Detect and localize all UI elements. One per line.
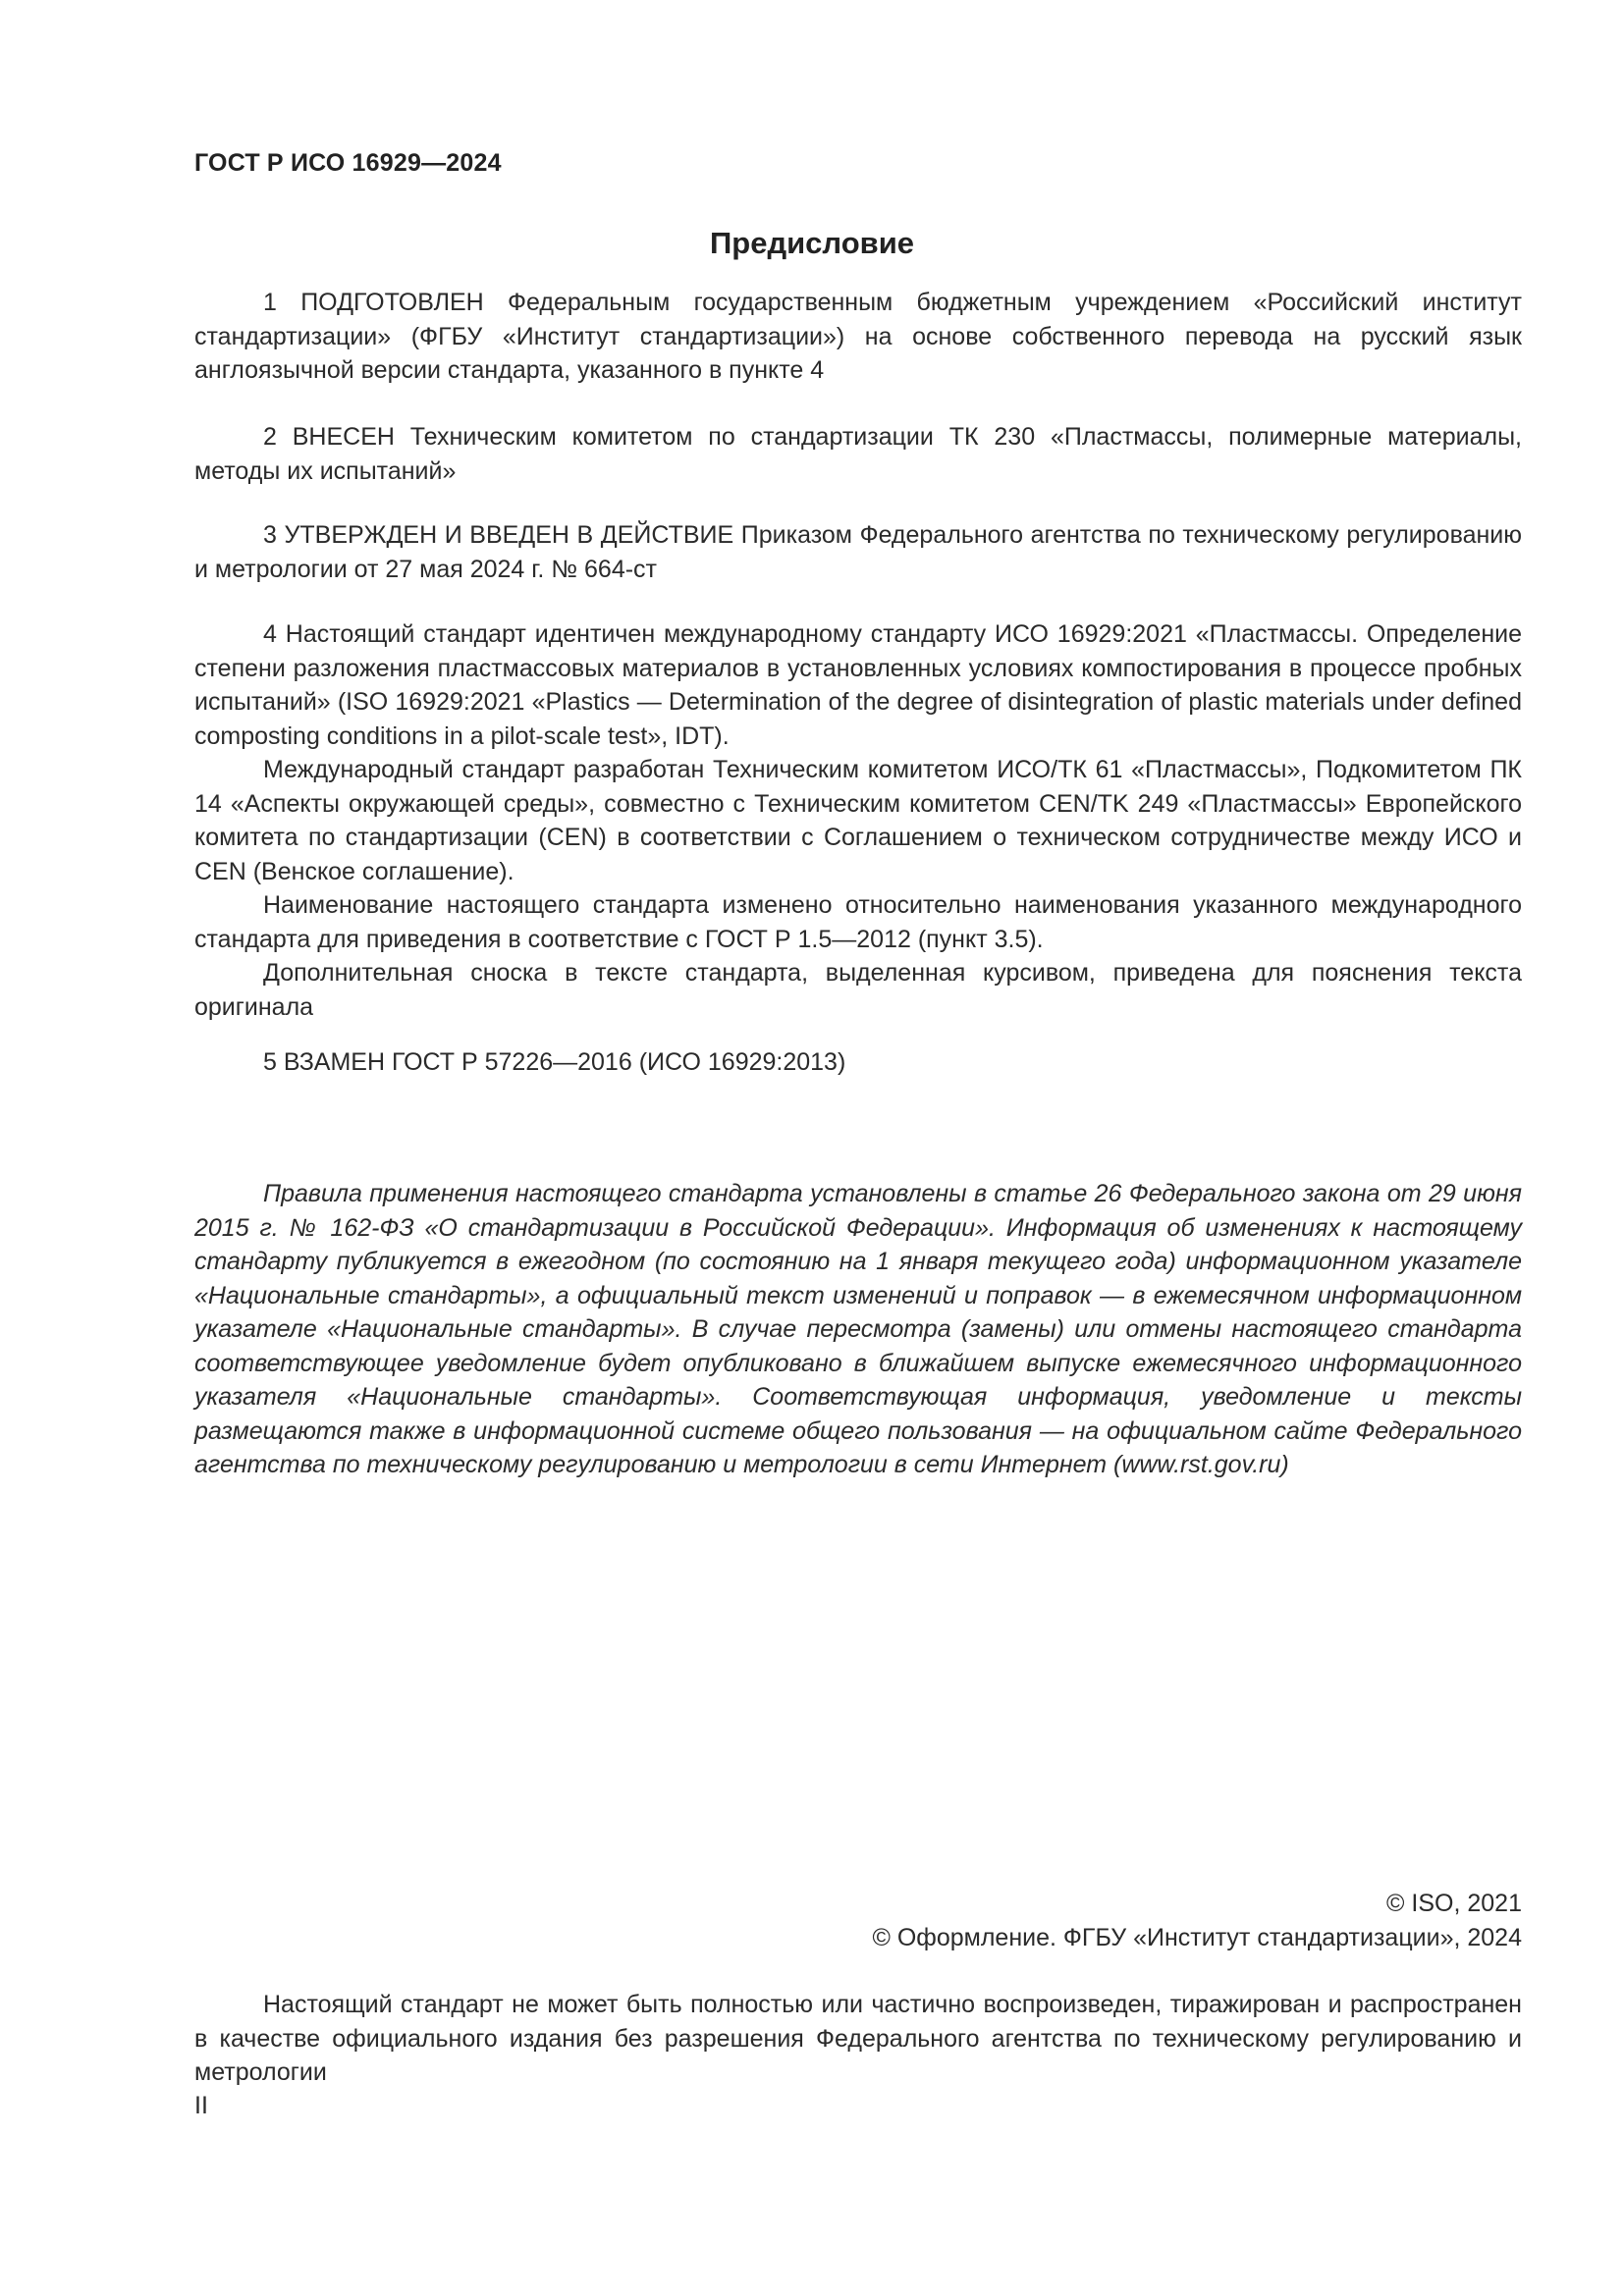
page-title: Предисловие xyxy=(709,226,914,260)
foreword-item-1-text: 1 ПОДГОТОВЛЕН Федеральным государственным бюджетным учреждением «Российский институт стандартизации» (ФГБУ «Институт стандартизации») на основе собственного перевода на русский язык англоязычной версии стандарта, указанного в пункте 4 xyxy=(194,289,1522,384)
copyright-iso: © ISO, 2021 xyxy=(1386,1890,1522,1917)
copyright-block xyxy=(872,1887,1522,1954)
application-rules-notice xyxy=(194,1177,1522,1482)
reproduction-text: Настоящий стандарт не может быть полностью или частично воспроизведен, тиражирован и распространен в качестве официального издания без разрешения Федерального агентства по техническому регулированию и метрологии xyxy=(194,1991,1522,2086)
foreword-item-1 xyxy=(194,286,1522,388)
foreword-item-4-paragraph-2: Международный стандарт разработан Техническим комитетом ИСО/ТК 61 «Пластмассы», Подкомитетом ПК 14 «Аспекты окружающей среды», совместно с Техническим комитетом CEN/TK 249 «Пластмассы» Европейского комитета по стандартизации (CEN) в соответствии с Соглашением о техническом сотрудничестве между ИСО и CEN (Венское соглашение). xyxy=(194,756,1522,885)
copyright-design: © Оформление. ФГБУ «Институт стандартизации», 2024 xyxy=(872,1923,1522,1951)
document-code-header: ГОСТ Р ИСО 16929—2024 xyxy=(194,149,502,177)
foreword-item-3 xyxy=(194,518,1522,586)
foreword-item-4-paragraph-4: Дополнительная сноска в тексте стандарта, выделенная курсивом, приведена для пояснения текста оригинала xyxy=(194,959,1522,1021)
foreword-item-5 xyxy=(194,1045,1522,1080)
foreword-item-2-text: 2 ВНЕСЕН Техническим комитетом по стандартизации ТК 230 «Пластмассы, полимерные материалы, методы их испытаний» xyxy=(194,423,1522,485)
foreword-item-5-text: 5 ВЗАМЕН ГОСТ Р 57226—2016 (ИСО 16929:2013) xyxy=(263,1048,846,1076)
page-number: II xyxy=(194,2092,208,2119)
foreword-item-3-text: 3 УТВЕРЖДЕН И ВВЕДЕН В ДЕЙСТВИЕ Приказом Федерального агентства по техническому регулированию и метрологии от 27 мая 2024 г. № 664-ст xyxy=(194,521,1522,583)
foreword-item-4-paragraph-1: 4 Настоящий стандарт идентичен международному стандарту ИСО 16929:2021 «Пластмассы. Определение степени разложения пластмассовых материалов в установленных условиях компостирования в процессе пробных испытаний» (ISO 16929:2021 «Plastics — Determination of the degree of disintegration of plastic materials under defined composting conditions in a pilot-scale test», IDT). xyxy=(194,620,1522,750)
reproduction-notice xyxy=(194,1988,1522,2090)
foreword-item-4 xyxy=(194,617,1522,1024)
foreword-item-4-paragraph-3: Наименование настоящего стандарта изменено относительно наименования указанного международного стандарта для приведения в соответствие с ГОСТ Р 1.5—2012 (пункт 3.5). xyxy=(194,891,1522,953)
application-rules-text: Правила применения настоящего стандарта установлены в статье 26 Федерального закона от 29 июня 2015 г. № 162-ФЗ «О стандартизации в Российской Федерации». Информация об изменениях к настоящему стандарту публикуется в ежегодном (по состоянию на 1 января текущего года) информационном указателе «Национальные стандарты», а официальный текст изменений и поправок — в ежемесячном информационном указателе «Национальные стандарты». В случае пересмотра (замены) или отмены настоящего стандарта соответствующее уведомление будет опубликовано в ближайшем выпуске ежемесячного информационного указателя «Национальные стандарты». Соответствующая информация, уведомление и тексты размещаются также в информационной системе общего пользования — на официальном сайте Федерального агентства по техническому регулированию и метрологии в сети Интернет (www.rst.gov.ru) xyxy=(194,1180,1522,1478)
foreword-item-2 xyxy=(194,420,1522,488)
